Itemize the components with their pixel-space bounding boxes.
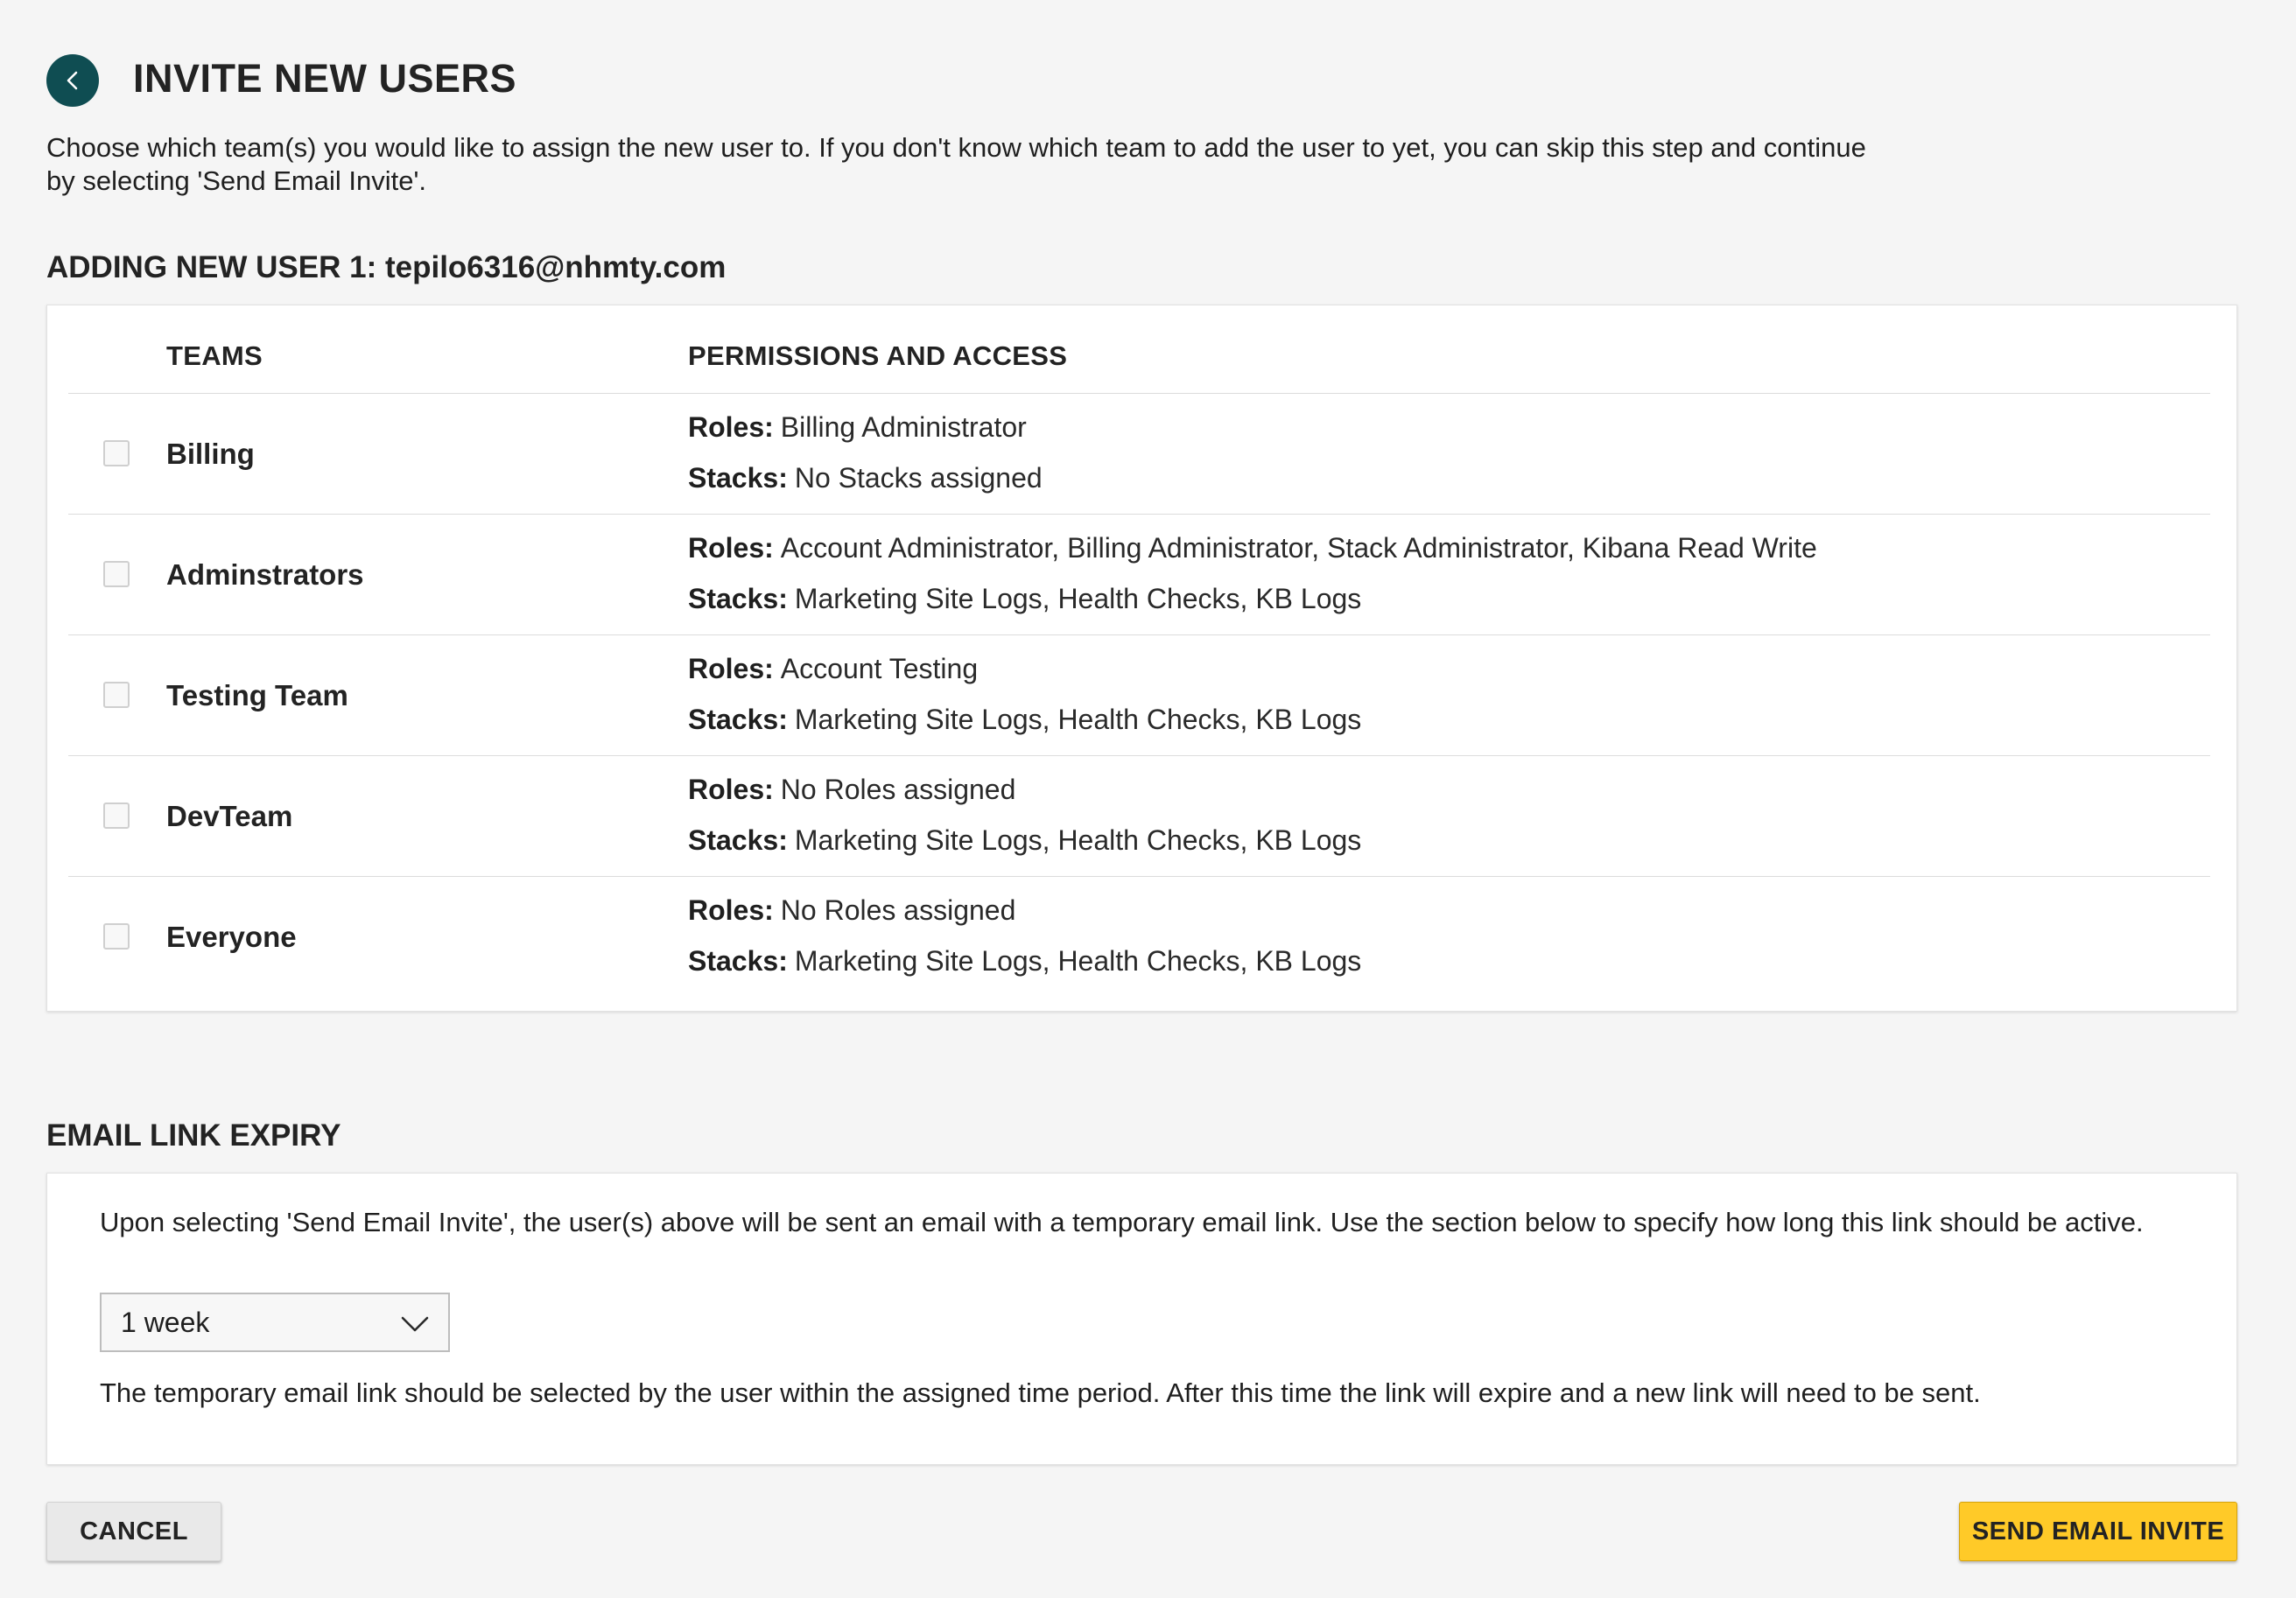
team-name: DevTeam [166,799,293,832]
team-row-billing [68,394,2210,515]
team-name: Everyone [166,920,297,953]
chevron-left-icon [61,69,84,92]
team-stacks [688,462,1043,494]
expiry-description: Upon selecting 'Send Email Invite', the user(s) above will be sent an email with a temporary email link. Use the section below to specify how long this link should be active. [100,1207,2144,1237]
roles-label: Roles: [688,774,774,805]
team-stacks [688,945,1361,978]
team-name: Adminstrators [166,557,364,591]
team-roles [688,411,1027,444]
roles-label: Roles: [688,653,774,684]
column-header-permissions: PERMISSIONS AND ACCESS [688,340,1068,371]
roles-value: Account Administrator, Billing Administrator, Stack Administrator, Kibana Read Write [780,532,1817,564]
team-row-adminstrators [68,515,2210,635]
team-roles [688,653,978,685]
roles-label: Roles: [688,532,774,564]
team-row-everyone [68,877,2210,997]
column-header-teams: TEAMS [166,340,263,371]
stacks-value: No Stacks assigned [794,462,1043,494]
expiry-note: The temporary email link should be selected by the user within the assigned time period. After this time the link will expire and a new link will need to be sent. [100,1377,1981,1408]
expiry-select[interactable] [100,1293,450,1352]
intro-text: Choose which team(s) you would like to assign the new user to. If you don't know which team to add the user to yet, you can skip this step and continue by selecting 'Send Email Invite'. [46,132,1866,196]
back-button[interactable] [46,54,99,107]
stacks-label: Stacks: [688,824,788,856]
email-expiry-card [46,1173,2237,1465]
stacks-label: Stacks: [688,462,788,494]
stacks-label: Stacks: [688,945,788,977]
roles-value: Account Testing [780,653,979,684]
team-checkbox-adminstrators[interactable] [103,561,130,587]
roles-value: No Roles assigned [780,894,1016,926]
stacks-label: Stacks: [688,704,788,735]
team-checkbox-billing[interactable] [103,440,130,466]
team-name: Billing [166,437,255,470]
team-checkbox-testing-team[interactable] [103,682,130,708]
expiry-select-value: 1 week [121,1306,210,1338]
roles-label: Roles: [688,894,774,926]
team-roles [688,894,1015,927]
team-stacks [688,824,1361,857]
team-name: Testing Team [166,678,348,711]
stacks-value: Marketing Site Logs, Health Checks, KB Logs [794,583,1362,614]
stacks-value: Marketing Site Logs, Health Checks, KB Logs [794,945,1362,977]
email-expiry-heading: EMAIL LINK EXPIRY [46,1118,341,1153]
team-stacks [688,704,1361,736]
page-title: INVITE NEW USERS [133,56,517,101]
send-email-invite-button[interactable]: SEND EMAIL INVITE [1959,1502,2237,1561]
team-stacks [688,583,1361,615]
team-checkbox-everyone[interactable] [103,923,130,950]
roles-label: Roles: [688,411,774,443]
team-row-devteam [68,756,2210,877]
teams-card [46,305,2237,1012]
roles-value: No Roles assigned [780,774,1016,805]
stacks-value: Marketing Site Logs, Health Checks, KB Logs [794,704,1362,735]
team-row-testing-team [68,635,2210,756]
table-header [68,305,2210,394]
roles-value: Billing Administrator [780,411,1027,443]
chevron-down-icon [399,1308,431,1340]
teams-table [68,305,2210,997]
team-roles [688,774,1015,806]
adding-user-heading: ADDING NEW USER 1: tepilo6316@nhmty.com [46,250,727,284]
cancel-button[interactable]: CANCEL [46,1502,221,1561]
stacks-value: Marketing Site Logs, Health Checks, KB Logs [794,824,1362,856]
stacks-label: Stacks: [688,583,788,614]
team-roles [688,532,1817,564]
team-checkbox-devteam[interactable] [103,803,130,829]
